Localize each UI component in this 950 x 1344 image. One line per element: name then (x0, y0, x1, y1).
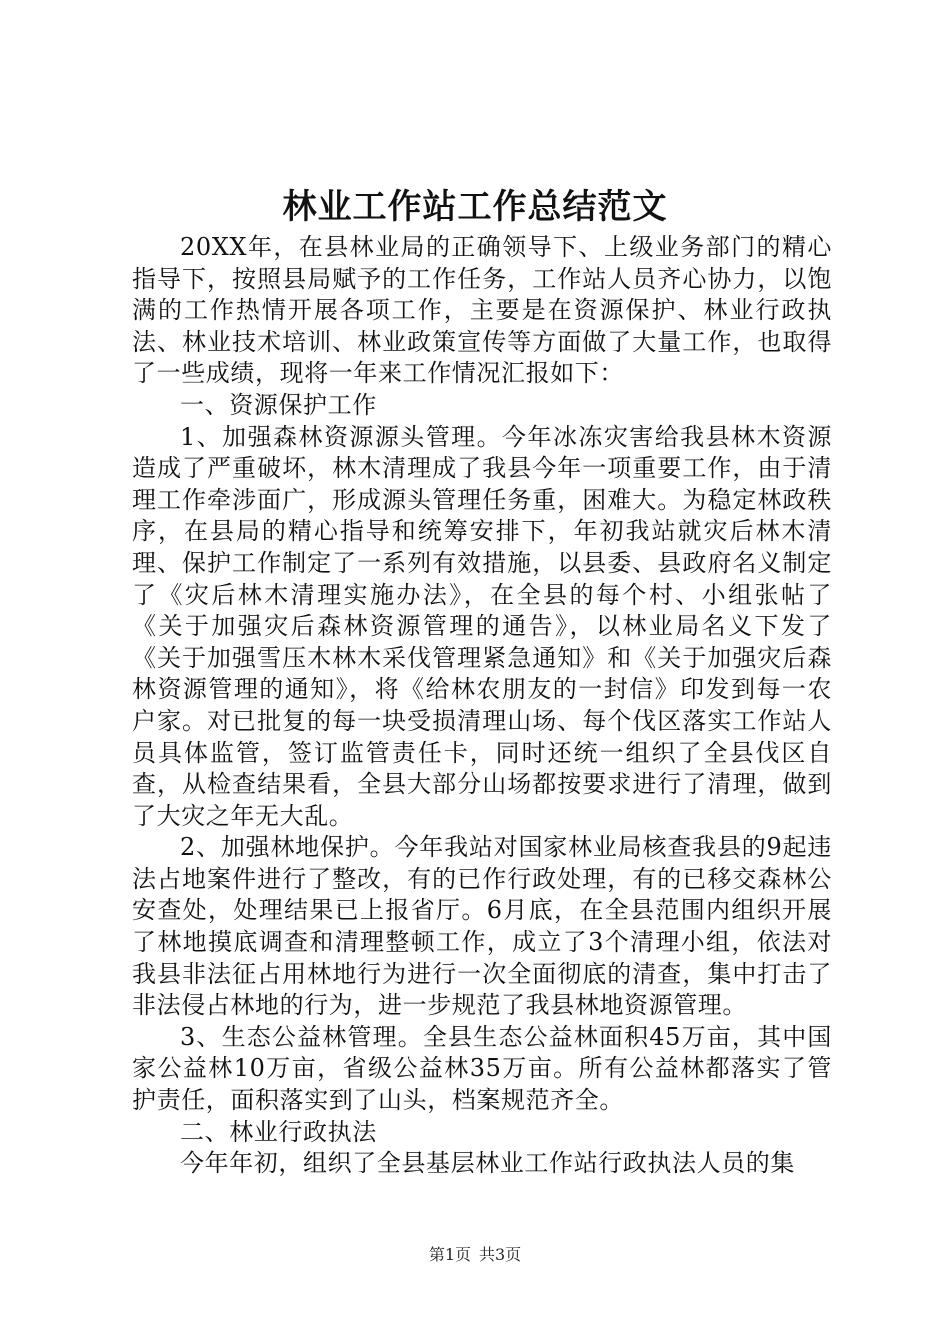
page-total: 共3页 (479, 1245, 522, 1264)
document-body (132, 232, 832, 1180)
section-heading-2: 二、林业行政执法 (180, 1117, 377, 1146)
page-footer (0, 1244, 950, 1266)
paragraph-item-2: 2、加强林地保护。今年我站对国家林业局核查我县的9起违法占地案件进行了整改，有的已作行政处理，有的已移交森林公安查处，处理结果已上报省厅。6月底，在全县范围内组织开展了林地摸底调查和清理整顿工作，成立了3个清理小组，依法对我县非法征占用林地行为进行一次全面彻底的清查，集中打击了非法侵占林地的行为，进一步规范了我县林地资源管理。 (132, 833, 832, 1020)
paragraph-intro: 20XX年，在县林业局的正确领导下、上级业务部门的精心指导下，按照县局赋予的工作任务，工作站人员齐心协力，以饱满的工作热情开展各项工作，主要是在资源保护、林业行政执法、林业技术培训、林业政策宣传等方面做了大量工作，也取得了一些成绩，现将一年来工作情况汇报如下： (132, 233, 832, 388)
page-number: 第1页 (428, 1245, 471, 1264)
document-title: 林业工作站工作总结范文 (282, 187, 668, 227)
paragraph-item-3: 3、生态公益林管理。全县生态公益林面积45万亩，其中国家公益林10万亩，省级公益林35万亩。所有公益林都落实了管护责任，面积落实到了山头，档案规范齐全。 (132, 1022, 832, 1115)
section-heading-1: 一、资源保护工作 (180, 390, 377, 419)
paragraph-enforcement: 今年年初，组织了全县基层林业工作站行政执法人员的集 (180, 1149, 795, 1178)
paragraph-item-1: 1、加强森林资源源头管理。今年冰冻灾害给我县林木资源造成了严重破坏，林木清理成了我县今年一项重要工作，由于清理工作牵涉面广，形成源头管理任务重，困难大。为稳定林政秩序，在县局的精心指导和统筹安排下，年初我站就灾后林木清理、保护工作制定了一系列有效措施，以县委、县政府名义制定了《灾后林木清理实施办法》，在全县的每个村、小组张帖了《关于加强灾后森林资源管理的通告》，以林业局名义下发了《关于加强雪压木林木采伐管理紧急通知》和《关于加强灾后森林资源管理的通知》，将《给林农朋友的一封信》印发到每一农户家。对已批复的每一块受损清理山场、每个伐区落实工作站人员具体监管，签订监管责任卡，同时还统一组织了全县伐区自查，从检查结果看，全县大部分山场都按要求进行了清理，做到了大灾之年无大乱。 (132, 422, 832, 830)
